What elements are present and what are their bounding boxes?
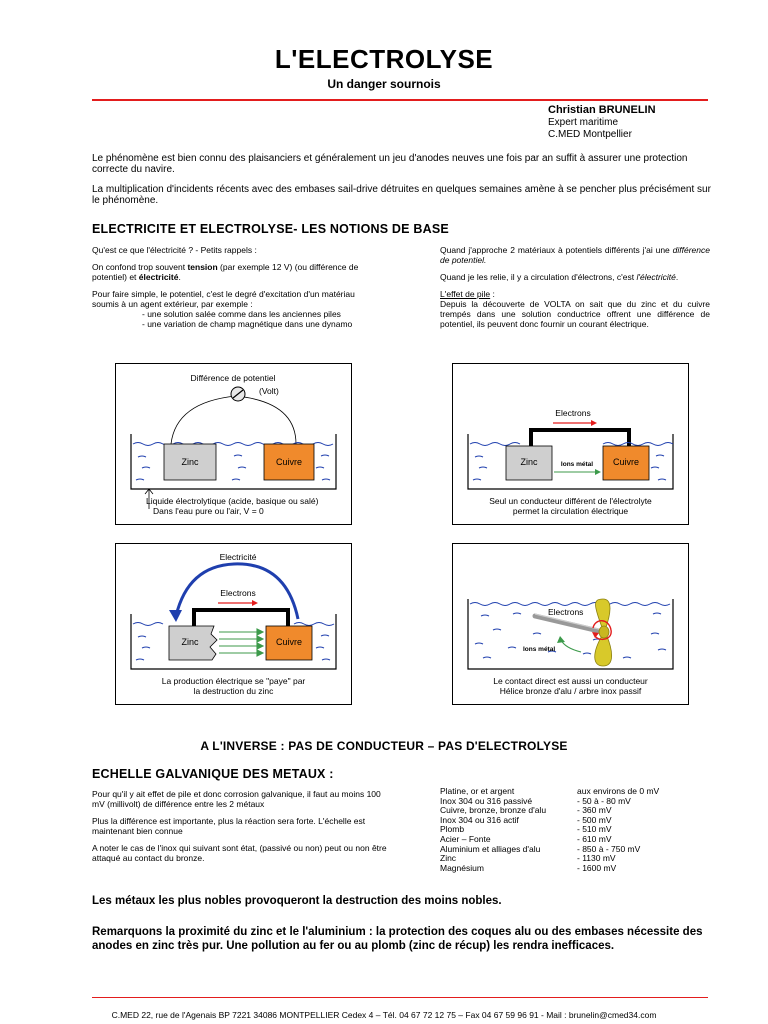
- basics-left-column: [92, 245, 362, 329]
- figure-2-caption-1: Seul un conducteur différent de l'électrolyte: [489, 496, 652, 506]
- metal-value: - 1600 mV: [577, 862, 617, 873]
- electrons-label: Electrons: [555, 408, 591, 418]
- metal-name: Magnésium: [440, 862, 484, 873]
- galvanic-p3: A noter le cas de l'inox qui suivant sont état, (passivé ou non) peut ou non être attaqué au contact du bronze.: [92, 843, 387, 863]
- zinc-label: Zinc: [520, 457, 538, 467]
- zinc-label: Zinc: [181, 457, 199, 467]
- basics-question: Qu'est ce que l'électricité ? - Petits rappels :: [92, 245, 257, 255]
- figure-3-zinc-destruction: [115, 543, 352, 705]
- metal-value: - 360 mV: [577, 805, 612, 816]
- metal-value: - 850 à - 750 mV: [577, 843, 641, 854]
- footer-divider: [92, 997, 708, 998]
- wire-arc: [171, 396, 296, 444]
- volt-label: (Volt): [259, 386, 279, 396]
- current-arrow: [169, 610, 182, 622]
- metal-name: Platine, or et argent: [440, 786, 515, 796]
- metal-name: Aluminium et alliages d'alu: [440, 843, 541, 854]
- figure-2-conductor: [452, 363, 689, 525]
- copper-label: Cuivre: [275, 637, 303, 647]
- galvanic-heading: ECHELLE GALVANIQUE DES METAUX :: [92, 767, 334, 781]
- zinc-label: Zinc: [181, 637, 199, 647]
- electrons-label: Electrons: [220, 588, 256, 598]
- metal-name: Plomb: [440, 824, 465, 835]
- galvanic-metal-names: [440, 787, 546, 873]
- metal-name: Cuivre, bronze, bronze d'alu: [440, 805, 547, 816]
- electrons-label: Electrons: [548, 607, 584, 617]
- basics-link: Quand je les relie, il y a circulation d'électrons, c'est l'électricité.: [440, 272, 679, 282]
- figure-4-caption-2: Hélice bronze d'alu / arbre inox passif: [499, 686, 642, 696]
- figure-1-caption-1: Liquide électrolytique (acide, basique ou salé): [146, 496, 319, 506]
- conclusion-1: Les métaux les plus nobles provoqueront la destruction des moins nobles.: [92, 895, 502, 907]
- figure-1-caption-2: Dans l'eau pure ou l'air, V = 0: [153, 506, 264, 516]
- shaft: [535, 616, 603, 632]
- metal-value: - 500 mV: [577, 814, 612, 825]
- galvanic-metal-values: [577, 787, 659, 873]
- intro-paragraph-1: Le phénomène est bien connu des plaisanciers et généralement un jeu d'anodes neuves une fois par an suffit à assurer une protection correcte du navire.: [92, 153, 688, 175]
- page-subtitle: Un danger sournois: [327, 77, 441, 91]
- metal-name: Inox 304 ou 316 actif: [440, 814, 519, 825]
- conclusion-2: Remarquons la proximité du zinc et le l'aluminium : la protection des coques alu ou des embases nécessite des anodes en zinc très pur. Une pollution au fer ou au plomb (zinc de récup) les rendra inefficaces.: [92, 926, 703, 952]
- footer-address: C.MED 22, rue de l'Agenais BP 7221 34086 MONTPELLIER Cedex 4 – Tél. 04 67 72 12 75 – Fax 04 67 59 96 91 - Mail : brunelin@cmed34.com: [111, 1010, 657, 1020]
- intro-paragraph-2: La multiplication d'incidents récents avec des embases sail-drive détruites en quelques semaines amène à se pencher plus précisément sur le phénomène.: [92, 184, 711, 206]
- pile-effect-title: L'effet de pile :: [440, 289, 495, 299]
- ddp-label: Différence de potentiel: [190, 373, 276, 383]
- metal-value: - 610 mV: [577, 833, 612, 844]
- author-role: Expert maritime: [548, 117, 619, 128]
- ions-arrow: [595, 469, 601, 475]
- basics-item-2: - une variation de champ magnétique dans une dynamo: [142, 319, 353, 329]
- copper-label: Cuivre: [275, 457, 303, 467]
- basics-right-column: [440, 245, 710, 329]
- figure-4-direct-contact: [452, 543, 689, 705]
- basics-potential: Pour faire simple, le potentiel, c'est le degré d'excitation d'un matériau soumis à un agent extérieur, par exemple :: [92, 289, 355, 309]
- electron-arrow: [591, 420, 597, 426]
- conductor-bar: [531, 430, 629, 446]
- conductor-bar: [194, 610, 288, 626]
- author-name: Christian BRUNELIN: [548, 104, 656, 116]
- metal-value: - 1130 mV: [577, 853, 616, 864]
- figure-3-caption-1: La production électrique se "paye" par: [161, 676, 306, 686]
- inverse-heading: A L'INVERSE : PAS DE CONDUCTEUR – PAS D'ELECTROLYSE: [200, 739, 568, 753]
- copper-label: Cuivre: [612, 457, 640, 467]
- header-divider: [92, 99, 708, 101]
- galvanic-p2: Plus la différence est importante, plus la réaction sera forte. L'échelle est maintenant bien connue: [92, 816, 366, 836]
- galvanic-text: [92, 789, 392, 870]
- electricite-label: Electricité: [219, 552, 257, 562]
- author-org: C.MED Montpellier: [548, 129, 632, 140]
- figure-3-caption-2: la destruction du zinc: [193, 686, 274, 696]
- pile-effect-text: Depuis la découverte de VOLTA on sait que du zinc et du cuivre trempés dans une solution conductrice offrent une différence de potentiel, ils peuvent donc fournir un courant électrique.: [440, 299, 710, 329]
- metal-value: aux environs de 0 mV: [577, 786, 660, 796]
- basics-item-1: - une solution salée comme dans les anciennes piles: [142, 309, 341, 319]
- electron-arrow: [252, 600, 258, 606]
- ions-arrow: [557, 636, 565, 643]
- section-heading-basics: ELECTRICITE ET ELECTROLYSE- LES NOTIONS DE BASE: [92, 222, 449, 236]
- figure-1-potential-difference: [115, 363, 352, 525]
- author-block: [548, 104, 656, 141]
- metal-name: Acier – Fonte: [440, 833, 491, 844]
- propeller-hub: [599, 626, 609, 638]
- metal-value: - 510 mV: [577, 824, 612, 835]
- figure-4-caption-1: Le contact direct est aussi un conducteur: [493, 676, 648, 686]
- metal-name: Inox 304 ou 316 passivé: [440, 795, 533, 806]
- metal-name: Zinc: [440, 853, 457, 864]
- metal-value: - 50 à - 80 mV: [577, 795, 631, 806]
- basics-approach: Quand j'approche 2 matériaux à potentiels différents j'ai une différence de potentiel.: [440, 245, 710, 265]
- galvanic-p1: Pour qu'il y ait effet de pile et donc corrosion galvanique, il faut au moins 100 mV (millivolt) de différence entre les 2 métaux: [92, 789, 381, 809]
- ions-label: Ions métal: [523, 646, 556, 653]
- ion-flow-arrows: [219, 629, 263, 656]
- basics-confusion: On confond trop souvent tension (par exemple 12 V) (ou différence de potentiel) et électricité.: [92, 262, 359, 282]
- page-title: L'ELECTROLYSE: [274, 44, 494, 74]
- propeller-blade-top: [596, 599, 611, 630]
- figure-2-caption-2: permet la circulation électrique: [512, 506, 629, 516]
- ions-label: Ions métal: [560, 461, 594, 468]
